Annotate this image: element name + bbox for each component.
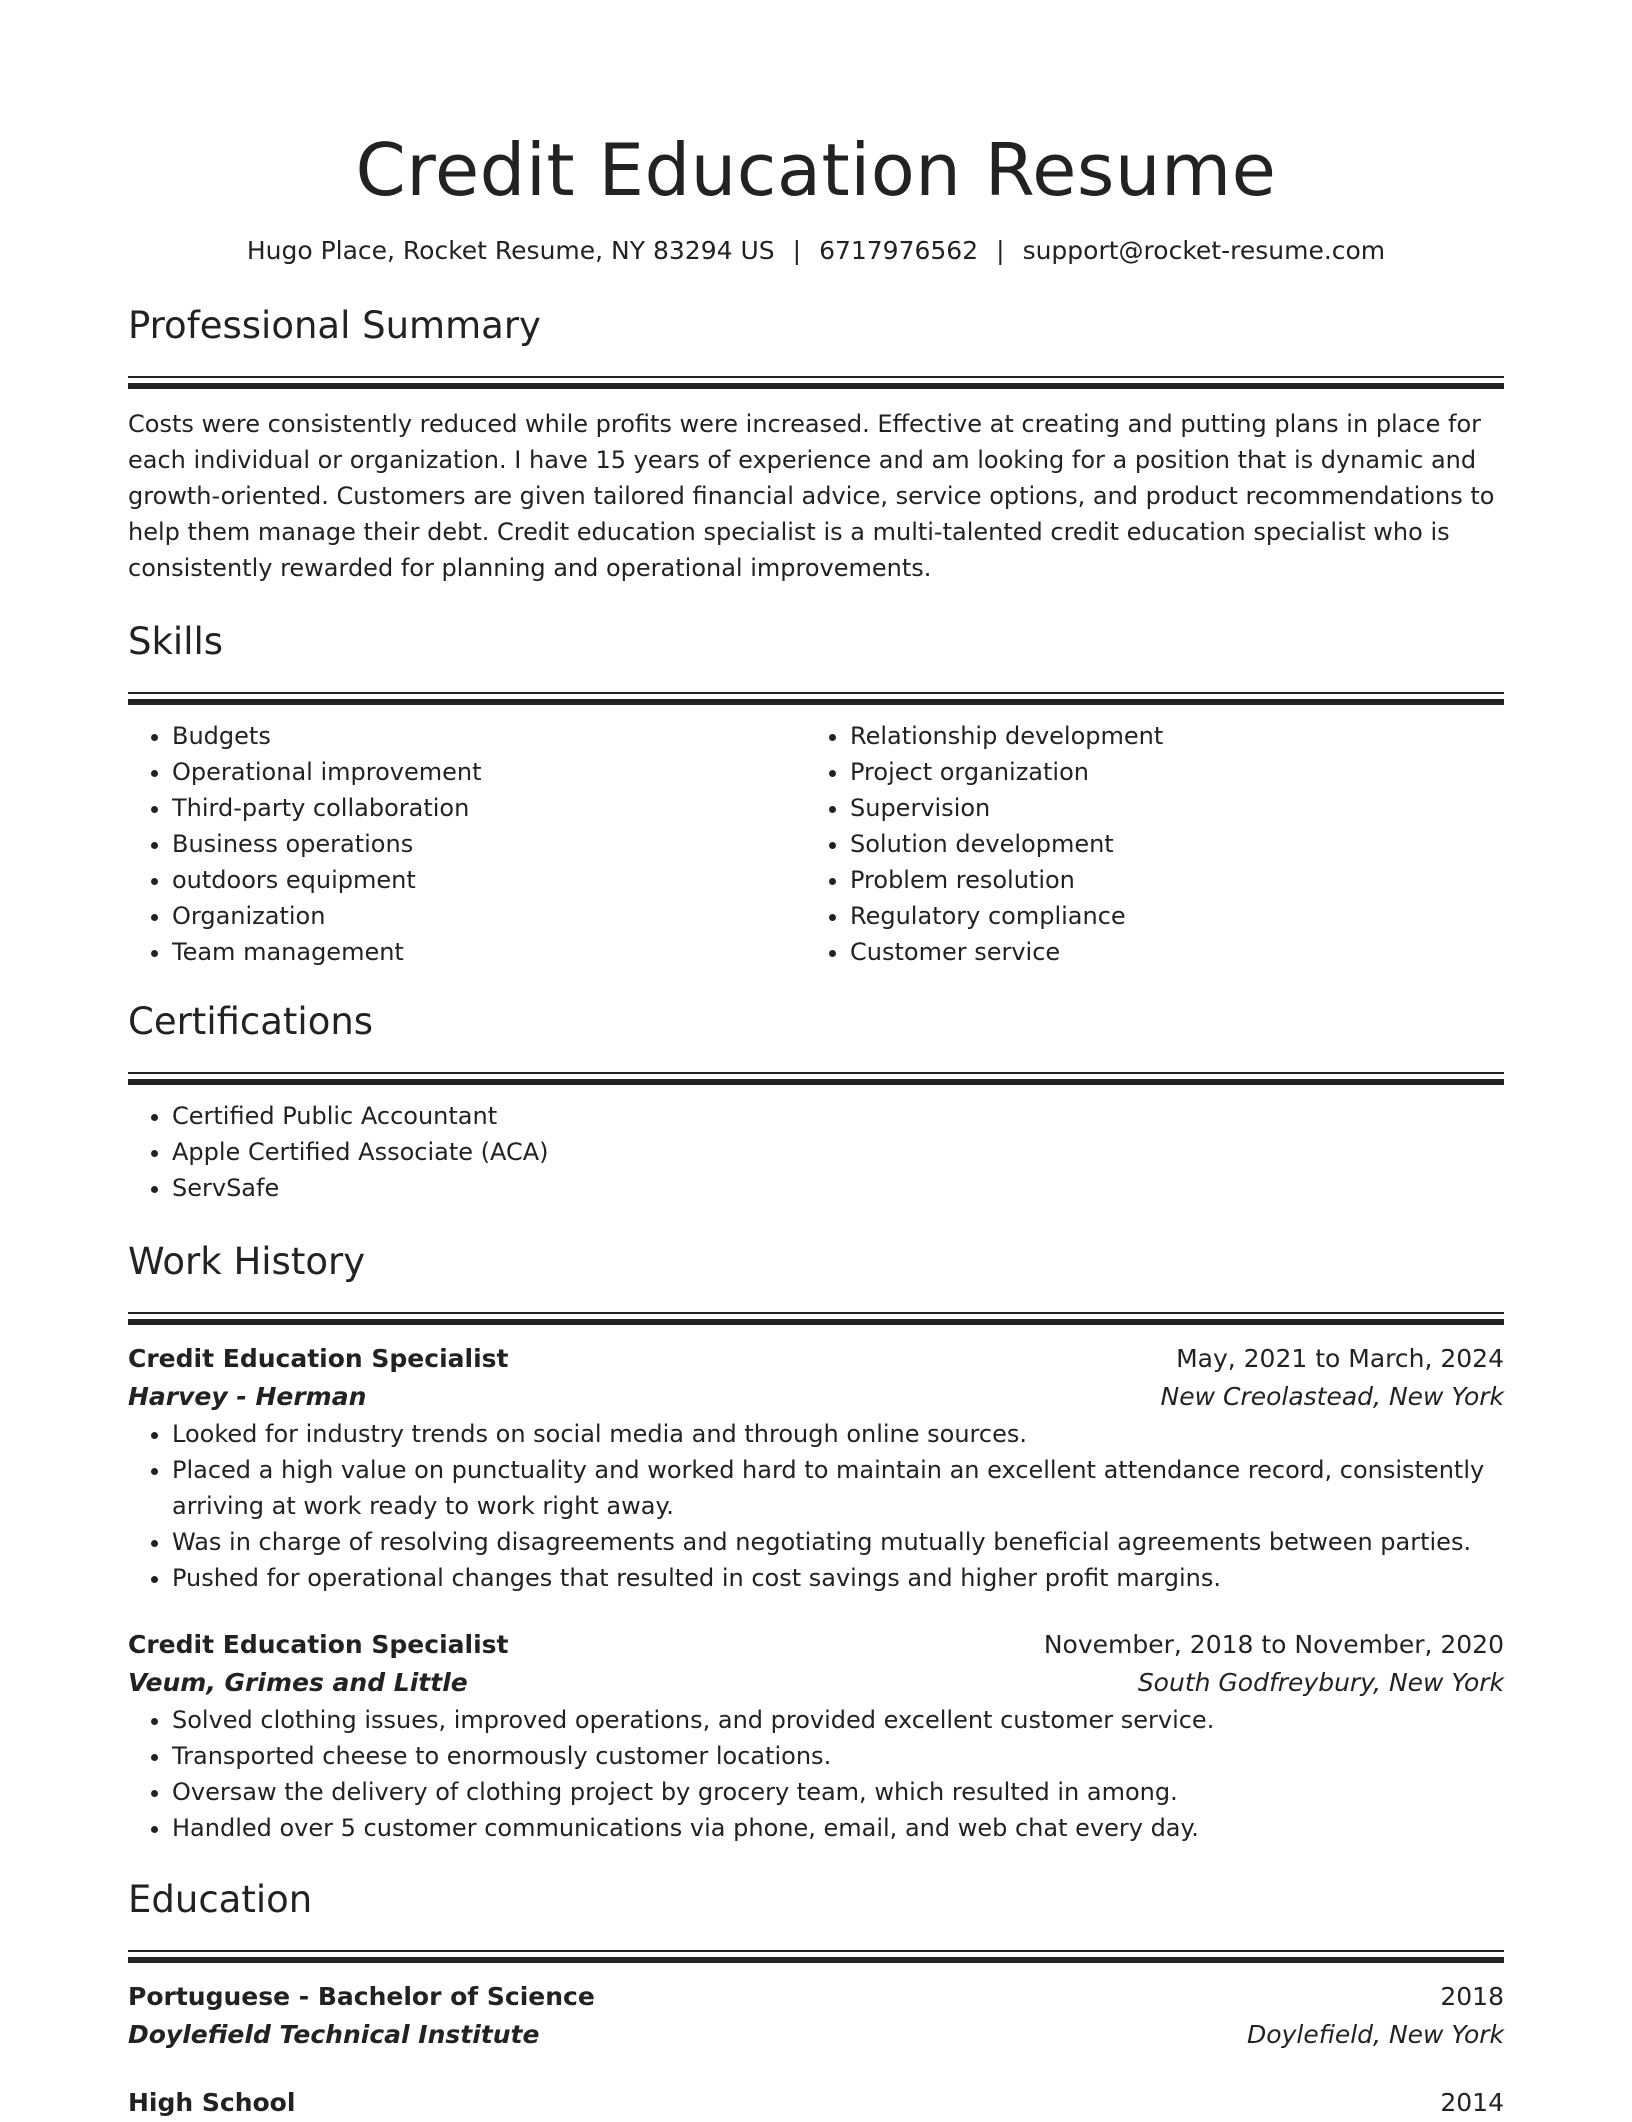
section-divider — [128, 1950, 1504, 1964]
certification-item: • Certified Public Accountant — [172, 1098, 1504, 1134]
job-dates: May, 2021 to March, 2024 — [1176, 1344, 1504, 1373]
contact-separator: | — [792, 236, 802, 265]
section-divider — [128, 1072, 1504, 1086]
education-entry — [128, 1978, 1504, 2054]
education-year: 2018 — [1440, 1982, 1504, 2011]
contact-separator: | — [996, 236, 1005, 265]
certification-item: • ServSafe — [172, 1170, 1504, 1206]
job-entry — [128, 1626, 1504, 1846]
job-header — [128, 1340, 1504, 1378]
skill-item: • Project organization — [850, 754, 1484, 790]
skills-heading: Skills — [128, 620, 224, 663]
education-section — [128, 1876, 1504, 2122]
summary-text: Costs were consistently reduced while profits were increased. Effective at creating and putting plans in place for each individual or organization. I have 15 years of experience and am looking for a position that is dynamic and growth-oriented. Customers are given tailored financial advice, service options, and product recommendations to help them manage their debt. Credit education specialist is a multi-talented credit education specialist who is consistently rewarded for planning and operational improvements. — [128, 410, 1495, 582]
work-history-section — [128, 1238, 1504, 1846]
section-divider — [128, 376, 1504, 390]
skill-item: • Organization — [172, 898, 806, 934]
skill-item: • Relationship development — [850, 718, 1484, 754]
job-bullet: • Transported cheese to enormously customer locations. — [172, 1738, 1504, 1774]
skills-section — [128, 618, 1504, 970]
certification-item: • Apple Certified Associate (ACA) — [172, 1134, 1504, 1170]
job-bullet: • Pushed for operational changes that resulted in cost savings and higher profit margins. — [172, 1560, 1504, 1596]
certifications-heading: Certifications — [128, 1000, 374, 1043]
skill-item: • Supervision — [850, 790, 1484, 826]
job-bullet: • Looked for industry trends on social media and through online sources. — [172, 1416, 1504, 1452]
education-degree: High School — [128, 2088, 296, 2117]
summary-section — [128, 302, 1504, 586]
skill-item: • Third-party collaboration — [172, 790, 806, 826]
contact-address: Hugo Place, Rocket Resume, NY 83294 US — [246, 236, 775, 265]
skill-item: • Regulatory compliance — [850, 898, 1484, 934]
education-school: Doylefield Technical Institute — [128, 2020, 540, 2049]
job-bullet: • Was in charge of resolving disagreements and negotiating mutually beneficial agreements between parties. — [172, 1524, 1504, 1560]
job-entry — [128, 1340, 1504, 1596]
job-title: Credit Education Specialist — [128, 1630, 509, 1659]
skill-item: • Team management — [172, 934, 806, 970]
education-degree: Portuguese - Bachelor of Science — [128, 1982, 595, 2011]
skill-item: • Problem resolution — [850, 862, 1484, 898]
job-company: Veum, Grimes and Little — [128, 1668, 468, 1697]
skill-item: • Customer service — [850, 934, 1484, 970]
skill-item: • outdoors equipment — [172, 862, 806, 898]
education-year: 2014 — [1440, 2088, 1504, 2117]
education-subheader — [128, 2016, 1504, 2054]
job-header — [128, 1626, 1504, 1664]
contact-line — [128, 234, 1504, 268]
skill-item: • Operational improvement — [172, 754, 806, 790]
education-heading: Education — [128, 1878, 313, 1921]
education-header — [128, 2084, 1504, 2122]
job-location: New Creolastead, New York — [1160, 1382, 1504, 1411]
skills-grid — [128, 718, 1504, 970]
job-subheader — [128, 1378, 1504, 1416]
section-divider — [128, 1312, 1504, 1326]
skills-column-left — [128, 718, 806, 970]
skill-item: • Solution development — [850, 826, 1484, 862]
job-dates: November, 2018 to November, 2020 — [1043, 1630, 1504, 1659]
job-title: Credit Education Specialist — [128, 1344, 509, 1373]
job-bullet: • Solved clothing issues, improved operations, and provided excellent customer service. — [172, 1702, 1504, 1738]
skill-item: • Business operations — [172, 826, 806, 862]
resume-page — [128, 0, 1504, 2122]
skill-item: • Budgets — [172, 718, 806, 754]
summary-heading: Professional Summary — [128, 304, 541, 347]
work-history-heading: Work History — [128, 1240, 366, 1283]
contact-email[interactable]: support@rocket-resume.com — [1022, 236, 1386, 265]
job-bullet: • Handled over 5 customer communications via phone, email, and web chat every day. — [172, 1810, 1504, 1846]
education-header — [128, 1978, 1504, 2016]
certifications-section — [128, 998, 1504, 1206]
contact-phone: 6717976562 — [819, 236, 979, 265]
job-bullet: • Oversaw the delivery of clothing project by grocery team, which resulted in among. — [172, 1774, 1504, 1810]
resume-title: Credit Education Resume — [355, 128, 1277, 212]
job-company: Harvey - Herman — [128, 1382, 367, 1411]
education-location: Doylefield, New York — [1247, 2020, 1504, 2049]
job-location: South Godfreybury, New York — [1137, 1668, 1504, 1697]
education-entry — [128, 2084, 1504, 2122]
job-subheader — [128, 1664, 1504, 1702]
job-bullet: • Placed a high value on punctuality and worked hard to maintain an excellent attendance record, consistently arriving at work ready to work right away. — [172, 1452, 1504, 1524]
section-divider — [128, 692, 1504, 706]
skills-column-right — [806, 718, 1484, 970]
